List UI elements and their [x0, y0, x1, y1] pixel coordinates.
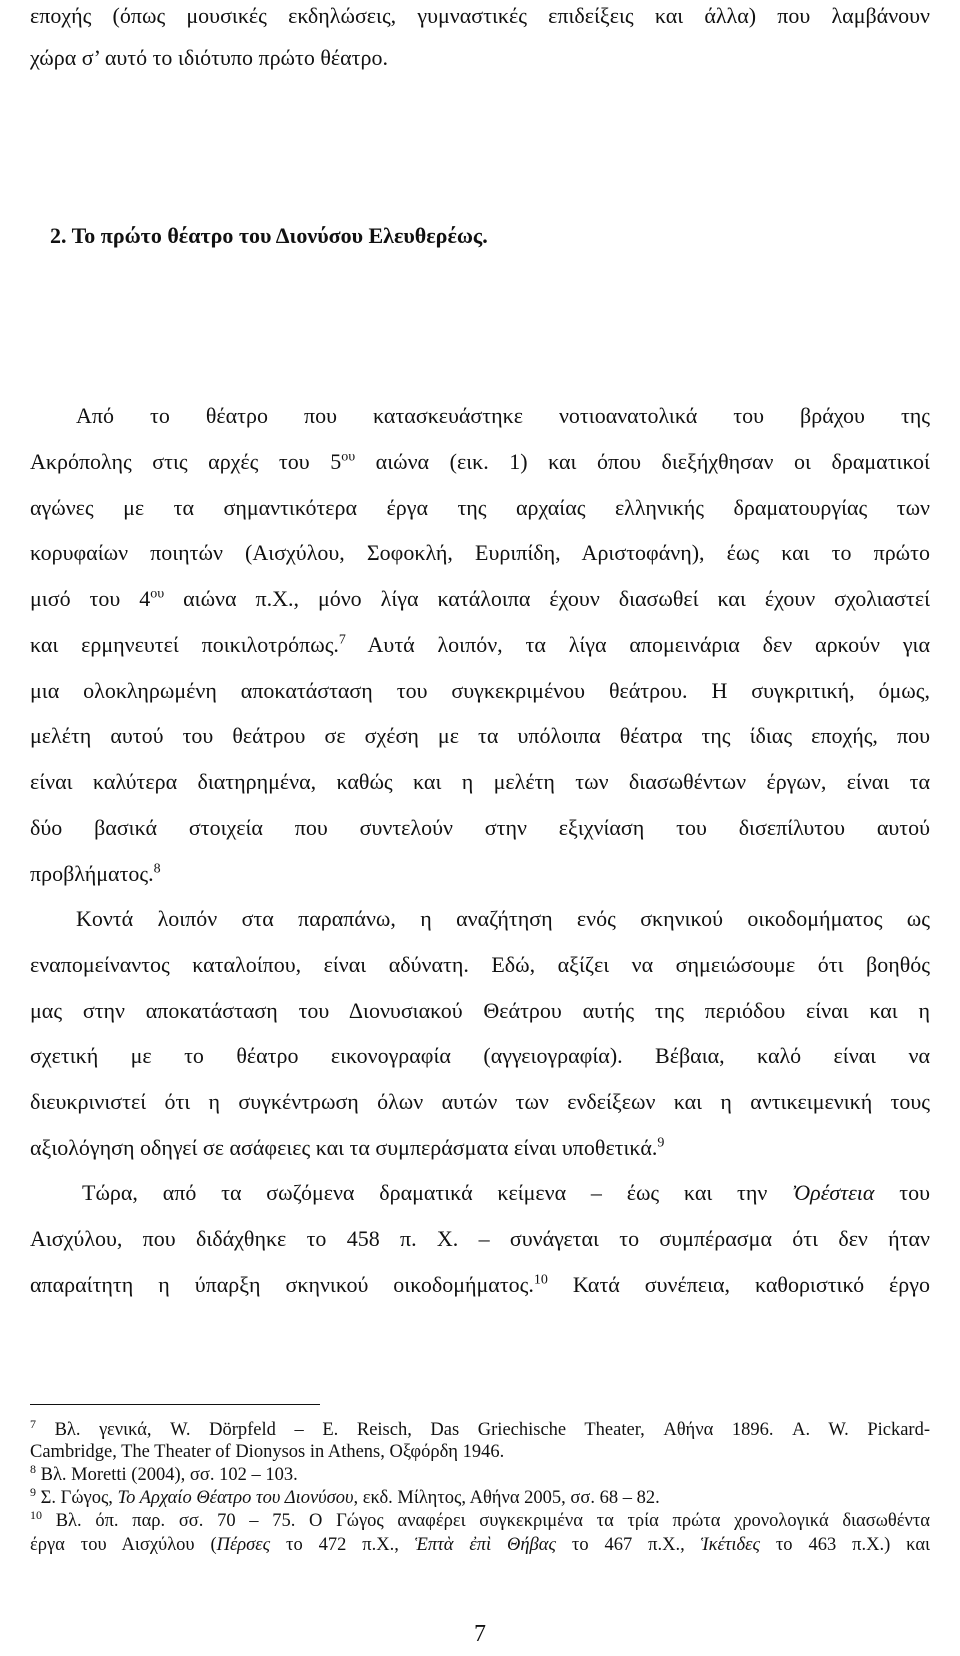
body-text-line: εποχής (όπως μουσικές εκδηλώσεις, γυμναστικές επιδείξεις και άλλα) που λαμβάνουν — [30, 3, 930, 28]
footnote-8: $^8$ Βλ. Moretti (2004), σσ. 102 – 103. — [30, 1461, 298, 1485]
paragraph-1-line: μελέτη αυτού του θεάτρου σε σχέση με τα υπόλοιπα θέατρα της ίδιας εποχής, που — [30, 723, 930, 748]
paragraph-3-line: Αισχύλου, που διδάχθηκε το 458 π. Χ. – συνάγεται το συμπέρασμα ότι δεν ήταν — [30, 1226, 930, 1251]
footnote-7: $^7$ Βλ. γενικά, W. Dörpfeld – E. Reisch, Das Griechische Theater, Αθήνα 1896. A. W. Pickard- — [30, 1416, 930, 1440]
paragraph-2-line: διευκρινιστεί ότι η συγκέντρωση όλων αυτών των ενδείξεων και η αντικειμενική τους — [30, 1089, 930, 1114]
work-title: Ὀρέστεια — [792, 1180, 875, 1205]
footnote-9: $^9$ Σ. Γώγος, Το Αρχαίο Θέατρο του Διονύσου, εκδ. Μίλητος, Αθήνα 2005, σσ. 68 – 82. — [30, 1484, 660, 1508]
paragraph-1-line: δύο βασικά στοιχεία που συντελούν στην εξιχνίαση του δισεπίλυτου αυτού — [30, 815, 930, 840]
superscript: ου — [150, 586, 165, 602]
paragraph-2-line: εναπομείναντος καταλοίπου, είναι αδύνατη. Εδώ, αξίζει να σημειώσουμε ότι βοηθός — [30, 952, 930, 977]
paragraph-2-line: αξιολόγηση οδηγεί σε ασάφειες και τα συμπεράσματα είναι υποθετικά.$^9$ — [30, 1135, 665, 1160]
footnote-7-continued: Cambridge, The Theater of Dionysos in Athens, Οξφόρδη 1946. — [30, 1442, 505, 1462]
paragraph-1-line: Από το θέατρο που κατασκευάστηκε νοτιοανατολικά του βράχου της — [76, 403, 930, 428]
footnote-ref-10[interactable]: 10 — [533, 1272, 548, 1288]
paragraph-2-line: Κοντά λοιπόν στα παραπάνω, η αναζήτηση ενός σκηνικού οικοδομήματος ως — [76, 906, 930, 931]
paragraph-2-line: μας στην αποκατάσταση του Διονυσιακού Θεάτρου αυτής της περιόδου είναι και η — [30, 998, 930, 1023]
footnote-ref-9[interactable]: 9 — [657, 1135, 665, 1151]
footnote-ref-8[interactable]: 8 — [153, 861, 161, 877]
paragraph-1-line: μισό του $4^{o\upsilon}$ αιώνα π.Χ., μόνο λίγα κατάλοιπα έχουν διασωθεί και έχουν σχολιαστεί — [30, 586, 930, 611]
paragraph-1-line: αγώνες με τα σημαντικότερα έργα της αρχαίας ελληνικής δραματουργίας των — [30, 495, 930, 520]
section-heading: 2. Το πρώτο θέατρο του Διονύσου Ελευθερέως. — [50, 223, 488, 248]
footnote-ref-7[interactable]: 7 — [338, 632, 346, 648]
body-text-line: χώρα σ’ αυτό το ιδιότυπο πρώτο θέατρο. — [30, 45, 388, 70]
paragraph-1-line: μια ολοκληρωμένη αποκατάσταση του συγκεκριμένου θεάτρου. Η συγκριτική, όμως, — [30, 678, 930, 703]
footnote-separator — [30, 1404, 320, 1405]
paragraph-1-line: προβλήματος.$^8$ — [30, 861, 161, 886]
paragraph-1-line: και ερμηνευτεί ποικιλοτρόπως.$^7$ Αυτά λοιπόν, τα λίγα απομεινάρια δεν αρκούν για — [30, 632, 930, 657]
paragraph-1-line: κορυφαίων ποιητών (Αισχύλου, Σοφοκλή, Ευριπίδη, Αριστοφάνη), έως και το πρώτο — [30, 540, 930, 565]
paragraph-3-line: απαραίτητη η ύπαρξη σκηνικού οικοδομήματος.$^{10}$ Κατά συνέπεια, καθοριστικό έργο — [30, 1272, 930, 1297]
paragraph-1-line: Ακρόπολης στις αρχές του $5^{o\upsilon}$ αιώνα (εικ. 1) και όπου διεξήχθησαν οι δραματικοί — [30, 449, 930, 474]
superscript: ου — [341, 449, 356, 465]
paragraph-2-line: σχετική με το θέατρο εικονογραφία (αγγειογραφία). Βέβαια, καλό είναι να — [30, 1043, 930, 1068]
footnote-10-continued: έργα του Αισχύλου (Πέρσες το 472 π.Χ., Ἑπτὰ ἐπὶ Θήβας το 467 π.Χ., Ἱκέτιδες το 463 π.Χ.) και — [30, 1535, 930, 1555]
footnote-10: $^{10}$ Βλ. όπ. παρ. σσ. 70 – 75. Ο Γώγος αναφέρει συγκεκριμένα τα τρία πρώτα χρονολογικά διασωθέντα — [30, 1507, 930, 1531]
page-number: 7 — [474, 1621, 486, 1647]
paragraph-1-line: είναι καλύτερα διατηρημένα, καθώς και η μελέτη των διασωθέντων έργων, είναι τα — [30, 769, 930, 794]
paragraph-3-line: Τώρα, από τα σωζόμενα δραματικά κείμενα – έως και την Ὀρέστεια του — [82, 1180, 930, 1205]
